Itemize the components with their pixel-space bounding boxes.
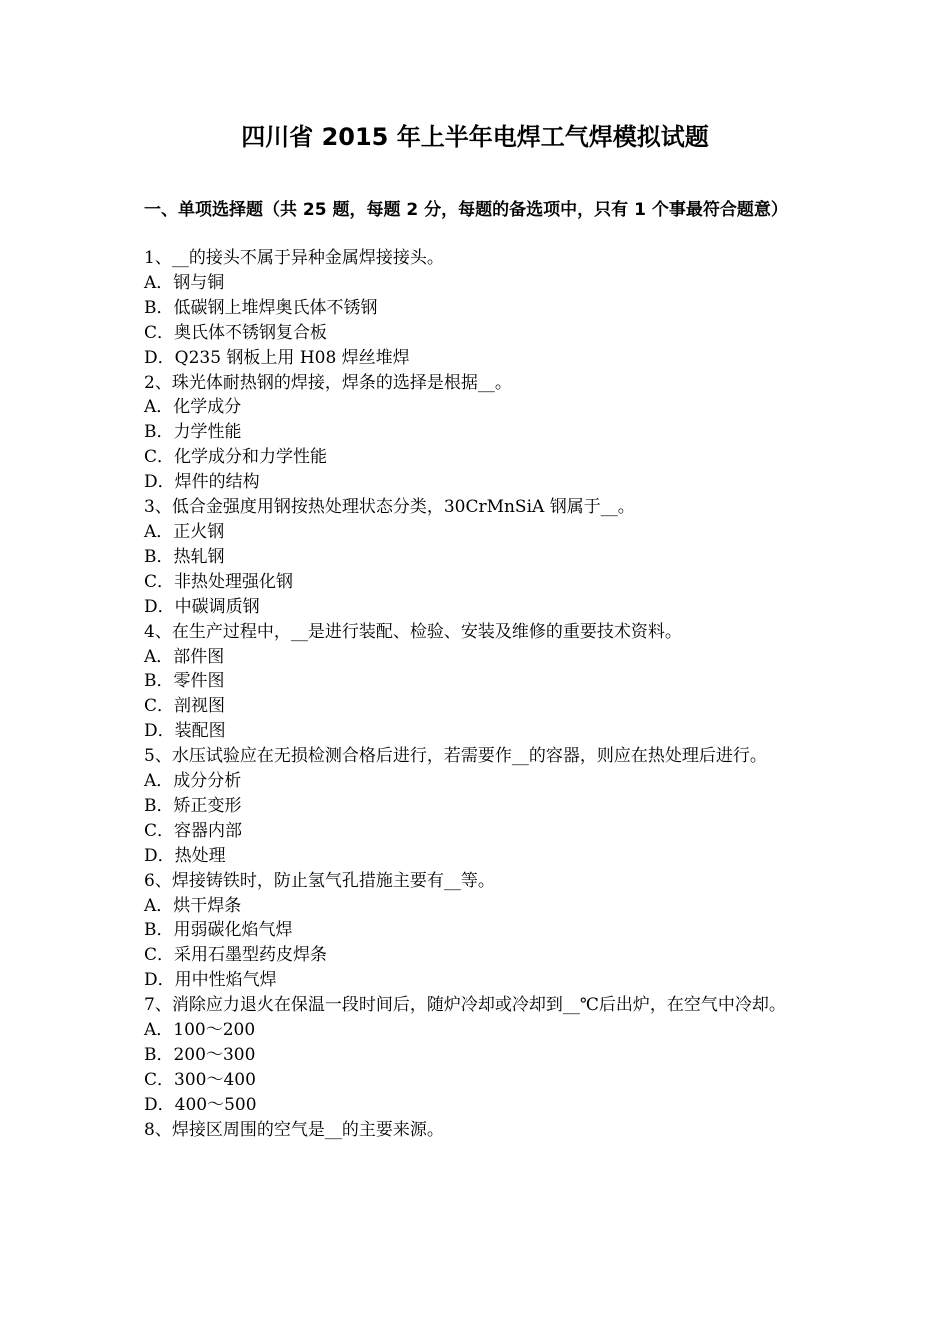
option-c: C．容器内部 [144,820,243,841]
question-stem: 4、在生产过程中，__是进行装配、检验、安装及维修的重要技术资料。 [144,621,682,642]
option-d: D．Q235 钢板上用 H08 焊丝堆焊 [144,347,410,368]
option-d: D．中碳调质钢 [144,596,260,617]
question-4 [144,620,806,745]
option-d: D．用中性焰气焊 [144,970,277,991]
question-stem: 6、焊接铸铁时，防止氢气孔措施主要有__等。 [144,870,495,891]
option-a: A．化学成分 [144,397,242,418]
option-b: B．热轧钢 [144,546,225,567]
section-heading: 一、单项选择题（共 25 题，每题 2 分，每题的备选项中，只有 1 个事最符合题意） [144,200,788,220]
option-c: C．奥氏体不锈钢复合板 [144,322,328,343]
question-stem: 3、低合金强度用钢按热处理状态分类，30CrMnSiA 钢属于__。 [144,497,635,518]
question-stem: 7、消除应力退火在保温一段时间后，随炉冷却或冷却到__℃后出炉，在空气中冷却。 [144,995,786,1016]
question-list [144,246,806,1143]
question-stem: 8、焊接区周围的空气是__的主要来源。 [144,1119,444,1140]
option-c: C．剖视图 [144,696,226,717]
option-a: A．成分分析 [144,771,242,792]
question-stem: 5、水压试验应在无损检测合格后进行，若需要作__的容器，则应在热处理后进行。 [144,746,767,767]
document-title: 四川省 2015 年上半年电焊工气焊模拟试题 [241,123,709,151]
option-a: A．部件图 [144,646,225,667]
option-d: D．热处理 [144,845,226,866]
option-a: A．正火钢 [144,521,225,542]
option-a: A．100～200 [144,1020,256,1041]
question-6 [144,869,806,994]
option-b: B．零件图 [144,671,225,692]
question-2 [144,371,806,496]
option-b: B．用弱碳化焰气焊 [144,920,293,941]
question-8 [144,1118,806,1143]
option-c: C．化学成分和力学性能 [144,447,328,468]
option-b: B．矫正变形 [144,795,242,816]
option-b: B．低碳钢上堆焊奥氏体不锈钢 [144,297,378,318]
option-a: A．烘干焊条 [144,895,242,916]
option-d: D．400～500 [144,1094,257,1115]
question-stem: 1、__的接头不属于异种金属焊接接头。 [144,248,444,268]
option-d: D．装配图 [144,721,226,742]
option-c: C．非热处理强化钢 [144,571,294,592]
option-c: C．300～400 [144,1069,256,1090]
option-b: B．力学性能 [144,422,242,443]
option-d: D．焊件的结构 [144,472,260,493]
option-a: A．钢与铜 [144,272,225,293]
option-c: C．采用石墨型药皮焊条 [144,945,328,966]
question-1 [144,246,806,371]
question-stem: 2、珠光体耐热钢的焊接，焊条的选择是根据__。 [144,372,512,393]
question-5 [144,744,806,869]
question-3 [144,495,806,620]
option-b: B．200～300 [144,1045,256,1065]
question-7 [144,993,806,1118]
